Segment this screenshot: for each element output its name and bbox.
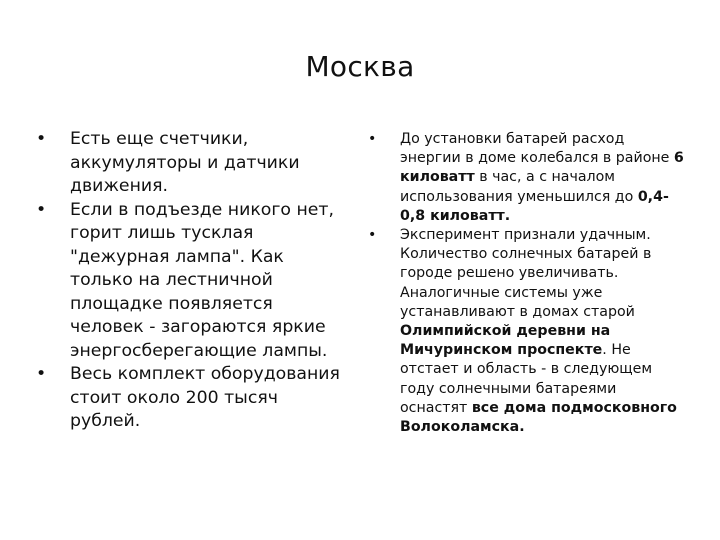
text-run: . Не отстает и область - в следующем году солнечными батареями оснастят bbox=[400, 342, 653, 416]
left-column bbox=[36, 128, 348, 434]
right-column bbox=[366, 130, 688, 437]
bold-text-run: 6 киловатт bbox=[400, 150, 684, 186]
list-item bbox=[36, 199, 348, 364]
bullet-icon: • bbox=[36, 199, 47, 220]
text-run: в час, а с началом использования уменьшился до bbox=[400, 169, 638, 205]
text-run: Эксперимент признали удачным. Количество солнечных батарей в городе решено увеличивать. Аналогичные системы уже устанавливают в домах старой bbox=[400, 227, 652, 320]
list-item bbox=[36, 128, 348, 199]
right-bullet-list bbox=[366, 130, 688, 437]
list-item-text: Есть еще счетчики, аккумуляторы и датчики движения. bbox=[70, 129, 300, 196]
list-item bbox=[366, 226, 688, 437]
bold-text-run: 0,4-0,8 киловатт. bbox=[400, 188, 669, 224]
bullet-icon: • bbox=[368, 131, 377, 147]
list-item-text: Весь комплект оборудования стоит около 200 тысяч рублей. bbox=[70, 364, 340, 431]
list-item bbox=[366, 130, 688, 226]
bullet-icon: • bbox=[36, 364, 47, 384]
slide-title: Москва bbox=[305, 50, 415, 83]
text-run: До установки батарей расход энергии в доме колебался в районе bbox=[400, 131, 674, 167]
bold-text-run: Олимпийской деревни на Мичуринском проспекте bbox=[400, 323, 611, 359]
bold-text-run: все дома подмосковного Волоколамска. bbox=[400, 399, 677, 436]
bullet-icon: • bbox=[36, 129, 47, 149]
list-item-text bbox=[400, 131, 684, 224]
bullet-icon: • bbox=[368, 227, 377, 244]
left-bullet-list bbox=[36, 128, 348, 434]
list-item-text: Если в подъезде никого нет, горит лишь тусклая "дежурная лампа". Как только на лестничной площадке появляется человек - загораются яркие энергосберегающие лампы. bbox=[70, 199, 334, 361]
list-item-text bbox=[400, 227, 677, 435]
list-item bbox=[36, 363, 348, 434]
